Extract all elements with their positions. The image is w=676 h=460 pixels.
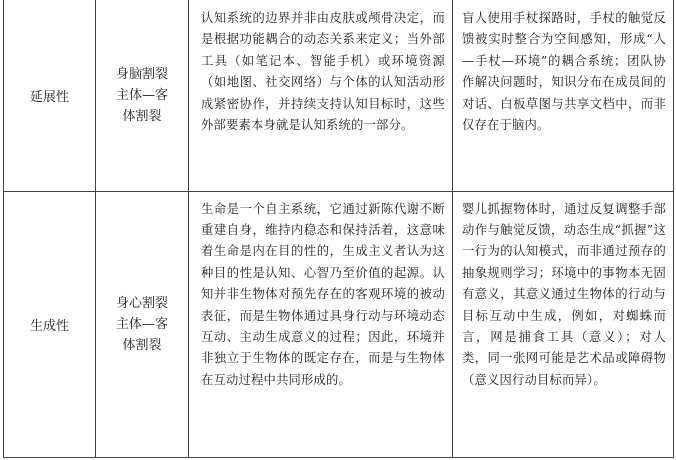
property-cell (4, 0, 96, 191)
dualism-cell (96, 0, 189, 191)
cognition-properties-table (3, 0, 674, 458)
example-text: 婴儿抓握物体时，通过反复调整手部动作与触觉反馈，动态生成“抓握”这一行为的认知模式，而非通过预存的抽象规则学习；环境中的事物本无固有意义，其意义通过生物体的行动与目标互动中生成，例如，对蜘蛛而言，网是捕食工具（意义）；对人类，同一张网可能是艺术品或障碍物（意义因行动目标而异）。 (462, 201, 666, 387)
table-row (4, 191, 674, 457)
property-label: 生成性 (29, 318, 69, 334)
example-cell (453, 191, 674, 457)
dualism-line: 主体—客 (115, 87, 168, 103)
dualism-line: 身脑割裂 (115, 66, 168, 82)
example-text: 盲人使用手杖探路时，手杖的触觉反馈被实时整合为空间感知，形成“人—手杖—环境”的耦合系统；团队协作解决问题时，知识分布在成员间的对话、白板草图与共享文档中，而非仅存在于脑内。 (462, 11, 666, 133)
dualism-line: 体割裂 (122, 108, 162, 124)
description-cell (189, 0, 453, 191)
description-text: 认知系统的边界并非由皮肤或颅骨决定，而是根据功能耦合的动态关系来定义；当外部工具（如笔记本、智能手机）或环境资源（如地图、社交网络）与个体的认知活动形成紧密协作，并持续支持认知目标时，这些外部要素本身就是认知系统的一部分。 (201, 11, 445, 133)
dualism-cell (96, 191, 189, 457)
property-label: 延展性 (29, 89, 69, 105)
description-text: 生命是一个自主系统，它通过新陈代谢不断重建自身，维持内稳态和保持活着，这意味着生命是内在目的性的，生成主义者认为这种目的性是认知、心智乃至价值的起源。认知并非生物体对预先存在的客观环境的被动表征，而是生物体通过具身行动与环境动态互动、主动生成意义的过程；因此，环境并非独立于生物体的既定存在，而是与生物体在互动过程中共同形成的。 (201, 201, 445, 387)
dualism-line: 主体—客 (115, 316, 168, 332)
property-cell (4, 191, 96, 457)
description-cell (189, 191, 453, 457)
dualism-line: 身心割裂 (115, 295, 168, 311)
example-cell (453, 0, 674, 191)
table-row (4, 0, 674, 191)
dualism-line: 体割裂 (122, 337, 162, 353)
